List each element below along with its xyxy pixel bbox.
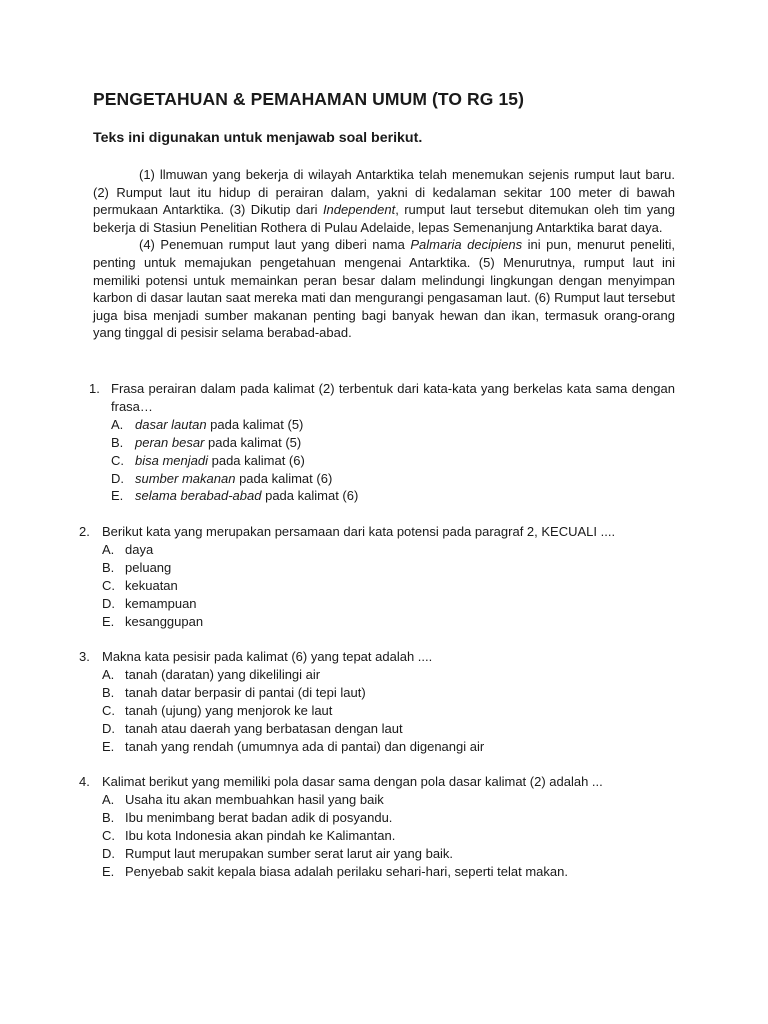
passage-paragraph-2: [93, 236, 675, 342]
answer-option-c: [102, 702, 675, 720]
option-letter: C.: [111, 452, 124, 468]
option-text: pada kalimat (5): [204, 434, 302, 450]
answer-option-d: [111, 470, 675, 488]
option-letter: D.: [102, 595, 115, 611]
answer-options: [79, 541, 675, 631]
answer-option-b: [102, 559, 675, 577]
option-text: kekuatan: [125, 577, 178, 593]
option-text: tanah (ujung) yang menjorok ke laut: [125, 702, 333, 718]
option-text: tanah yang rendah (umumnya ada di pantai) dan digenangi air: [125, 738, 485, 754]
passage-text: (1) llmuwan yang bekerja di wilayah Antarktika telah menemukan sejenis rumput laut baru. (2) Rumput laut itu hidup di perairan dalam, yakni di kedalaman sekitar 100 meter di bawah permukaan Antarktika. (3) Dikutip dari: [93, 167, 675, 218]
answer-option-c: [111, 452, 675, 470]
question-2: [79, 523, 675, 630]
option-text: daya: [125, 541, 154, 557]
option-letter: A.: [102, 791, 115, 807]
option-letter: B.: [111, 434, 124, 450]
question-stem: [89, 380, 675, 416]
option-text: pada kalimat (6): [261, 488, 359, 504]
option-text: pada kalimat (6): [235, 470, 333, 486]
answer-option-c: [102, 827, 675, 845]
option-letter: D.: [102, 845, 115, 861]
option-text: tanah (daratan) yang dikelilingi air: [125, 666, 321, 682]
option-text: Penyebab sakit kepala biasa adalah perilaku sehari-hari, seperti telat makan.: [125, 863, 568, 879]
question-4: [79, 773, 675, 880]
answer-option-e: [111, 487, 675, 505]
option-phrase: selama berabad-abad: [135, 488, 262, 504]
option-letter: D.: [102, 720, 115, 736]
answer-option-e: [102, 863, 675, 881]
option-letter: C.: [102, 702, 115, 718]
answer-option-b: [102, 809, 675, 827]
answer-option-b: [111, 434, 675, 452]
passage-paragraph-1: [93, 166, 675, 236]
answer-options: [89, 416, 675, 506]
page-title: PENGETAHUAN & PEMAHAMAN UMUM (TO RG 15): [93, 89, 525, 109]
option-letter: A.: [111, 416, 124, 432]
answer-option-a: [102, 541, 675, 559]
question-number: 4.: [79, 774, 90, 789]
option-text: Ibu kota Indonesia akan pindah ke Kalimantan.: [125, 827, 396, 843]
answer-option-e: [102, 738, 675, 756]
answer-option-d: [102, 595, 675, 613]
option-text: tanah datar berpasir di pantai (di tepi laut): [125, 684, 366, 700]
option-letter: D.: [111, 470, 124, 486]
option-letter: B.: [102, 684, 115, 700]
passage-text: , rumput laut tersebut ditemukan oleh tim yang bekerja di Stasiun Penelitian Rothera di Pulau Adelaide, lepas Semenanjung Antarktika barat daya.: [93, 202, 675, 235]
option-text: pada kalimat (5): [206, 416, 304, 432]
passage-text: (4) Penemuan rumput laut yang diberi nama: [139, 237, 411, 253]
option-text: Usaha itu akan membuahkan hasil yang baik: [125, 791, 384, 807]
option-text: pada kalimat (6): [208, 452, 305, 468]
answer-option-d: [102, 720, 675, 738]
question-number: 1.: [89, 381, 100, 396]
question-text: Makna kata pesisir pada kalimat (6) yang tepat adalah ....: [102, 649, 433, 664]
answer-option-d: [102, 845, 675, 863]
option-phrase: sumber makanan: [135, 470, 236, 486]
option-letter: E.: [102, 863, 115, 879]
option-text: tanah atau daerah yang berbatasan dengan laut: [125, 720, 403, 736]
passage-italic-term: Palmaria decipiens: [410, 237, 523, 253]
question-number: 2.: [79, 524, 90, 539]
answer-option-a: [111, 416, 675, 434]
question-3: [79, 648, 675, 755]
option-letter: E.: [102, 613, 115, 629]
answer-option-b: [102, 684, 675, 702]
answer-options: [79, 791, 675, 881]
option-letter: A.: [102, 541, 115, 557]
reading-passage: [93, 166, 675, 342]
passage-text: ini pun, menurut peneliti, penting untuk memajukan pengetahuan mengenai Antarktika. (5) Menurutnya, rumput laut ini memiliki potensi untuk memainkan peran besar dalam melindungi lingkungan dengan menyimpan karbon di dasar lautan saat mereka mati dan mengurangi pengasaman laut. (6) Rumput laut tersebut juga bisa menjadi sumber makanan penting bagi banyak hewan dan ikan, termasuk orang-orang yang tinggal di pesisir selama berabad-abad.: [93, 237, 675, 341]
question-text: Berikut kata yang merupakan persamaan dari kata potensi pada paragraf 2, KECUALI ....: [102, 524, 616, 539]
option-letter: C.: [102, 827, 115, 843]
option-letter: E.: [111, 488, 124, 504]
question-stem: [79, 648, 675, 666]
option-text: Rumput laut merupakan sumber serat larut air yang baik.: [125, 845, 454, 861]
answer-option-e: [102, 613, 675, 631]
option-letter: B.: [102, 559, 115, 575]
answer-options: [79, 666, 675, 756]
option-phrase: bisa menjadi: [135, 452, 208, 468]
question-text: Frasa perairan dalam pada kalimat (2) terbentuk dari kata-kata yang berkelas kata sama dengan frasa…: [111, 381, 675, 414]
question-1: [89, 380, 675, 505]
answer-option-c: [102, 577, 675, 595]
answer-option-a: [102, 791, 675, 809]
passage-italic-term: Independent: [322, 202, 396, 218]
option-text: kemampuan: [125, 595, 197, 611]
option-phrase: dasar lautan: [135, 416, 207, 432]
instruction-subtitle: Teks ini digunakan untuk menjawab soal berikut.: [93, 130, 423, 146]
option-text: kesanggupan: [125, 613, 204, 629]
option-letter: B.: [102, 809, 115, 825]
option-text: Ibu menimbang berat badan adik di posyandu.: [125, 809, 393, 825]
question-text: Kalimat berikut yang memiliki pola dasar sama dengan pola dasar kalimat (2) adalah ...: [102, 774, 603, 789]
question-number: 3.: [79, 649, 90, 664]
option-phrase: peran besar: [135, 434, 205, 450]
option-letter: C.: [102, 577, 115, 593]
answer-option-a: [102, 666, 675, 684]
option-letter: E.: [102, 738, 115, 754]
option-text: peluang: [125, 559, 172, 575]
question-stem: [79, 523, 675, 541]
option-letter: A.: [102, 666, 115, 682]
question-stem: [79, 773, 675, 791]
